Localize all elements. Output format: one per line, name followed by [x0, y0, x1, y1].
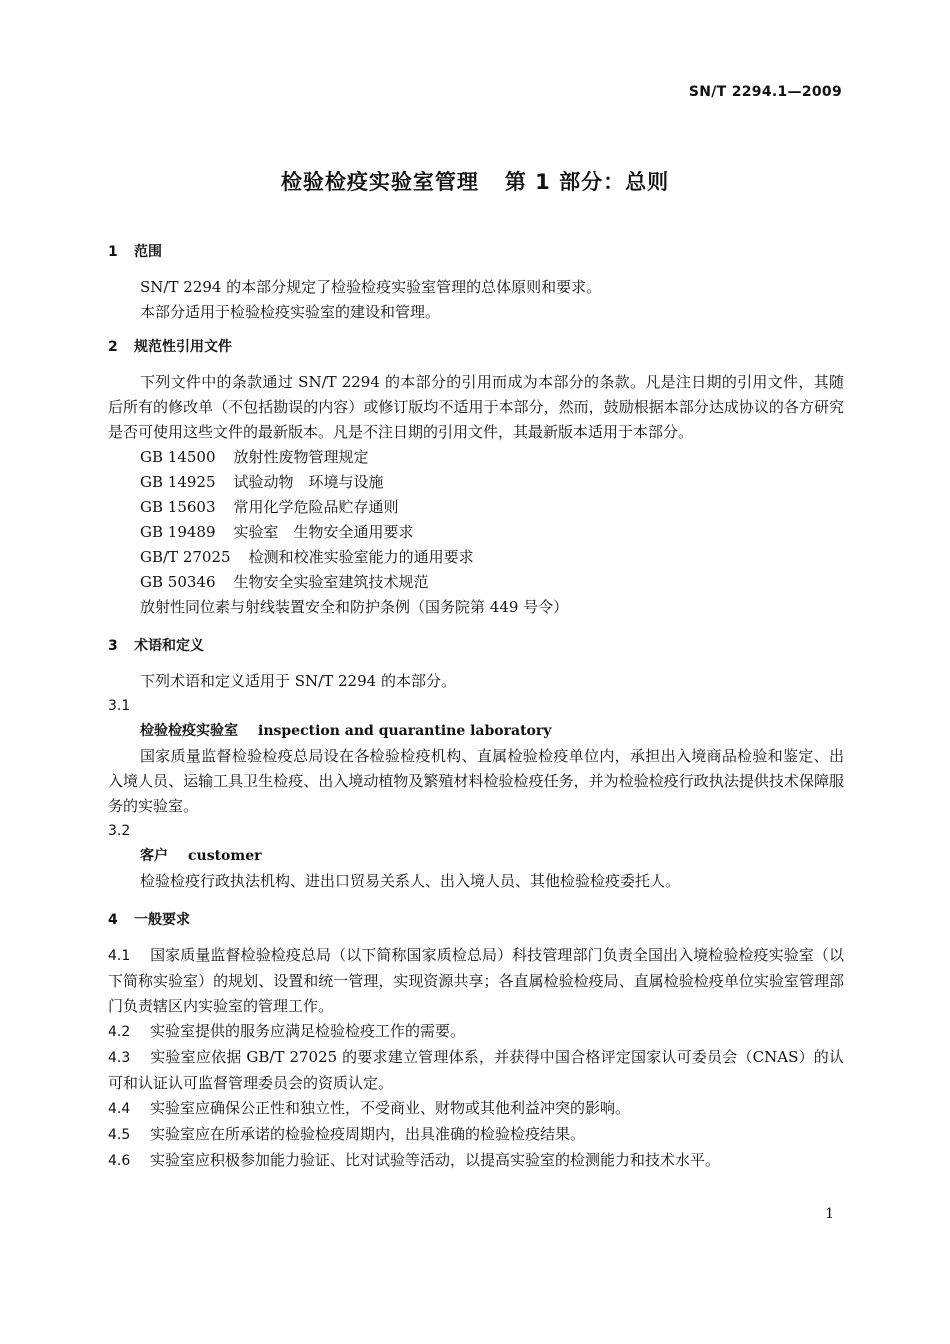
document-body [108, 240, 844, 1174]
section-number: 4 [108, 912, 118, 928]
reference-title: 检测和校准实验室能力的通用要求 [248, 548, 474, 566]
reference-item [108, 520, 844, 545]
title-main: 检验检疫实验室管理 [280, 170, 479, 194]
reference-item [108, 545, 844, 570]
section-heading-2 [108, 335, 844, 360]
requirement-text: 国家质量监督检验检疫总局（以下简称国家质检总局）科技管理部门负责全国出入境检验检疫实验室（以下简称实验室）的规划、设置和统一管理，实现资源共享；各直属检验检疫局、直属检验检疫单位实验室管理部门负责辖区内实验室的管理工作。 [108, 946, 844, 1015]
requirement-item [108, 1096, 844, 1122]
clause-number: 3.1 [108, 698, 131, 714]
term-entry [108, 844, 844, 869]
clause-number: 3.2 [108, 823, 131, 839]
reference-code: GB 15603 [140, 498, 216, 516]
reference-item-extra: 放射性同位素与射线装置安全和防护条例（国务院第 449 号令） [140, 598, 569, 616]
requirement-text: 实验室应积极参加能力验证、比对试验等活动，以提高实验室的检测能力和技术水平。 [150, 1151, 721, 1169]
requirement-text: 实验室应依据 GB/T 27025 的要求建立管理体系，并获得中国合格评定国家认可委员会（CNAS）的认可和认证认可监督管理委员会的资质认定。 [108, 1048, 844, 1092]
reference-item [108, 470, 844, 495]
requirement-number: 4.1 [108, 948, 131, 964]
term-chinese: 检验检疫实验室 [140, 723, 238, 739]
page-number: 1 [825, 1206, 834, 1222]
reference-title: 实验室 生物安全通用要求 [233, 523, 414, 541]
document-title [0, 166, 950, 196]
reference-code: GB 19489 [140, 523, 216, 541]
section-title: 术语和定义 [134, 638, 204, 654]
section-title: 规范性引用文件 [134, 339, 232, 355]
reference-item [108, 445, 844, 470]
reference-item [108, 495, 844, 520]
reference-title: 放射性废物管理规定 [233, 448, 369, 466]
reference-title: 常用化学危险品贮存通则 [233, 498, 399, 516]
section-heading-3 [108, 634, 844, 659]
section-heading-4 [108, 908, 844, 933]
term-definition: 检验检疫行政执法机构、进出口贸易关系人、出入境人员、其他检验检疫委托人。 [140, 872, 681, 890]
reference-item [108, 570, 844, 595]
reference-code: GB/T 27025 [140, 548, 231, 566]
term-chinese: 客户 [140, 848, 168, 864]
paragraph: 本部分适用于检验检疫实验室的建设和管理。 [140, 303, 441, 321]
requirement-item [108, 1122, 844, 1148]
section-number: 2 [108, 339, 118, 355]
term-entry [108, 719, 844, 744]
requirement-item [108, 1148, 844, 1174]
section-heading-1 [108, 240, 844, 265]
requirement-text: 实验室应确保公正性和独立性，不受商业、财物或其他利益冲突的影响。 [150, 1099, 631, 1117]
paragraph: SN/T 2294 的本部分规定了检验检疫实验室管理的总体原则和要求。 [140, 278, 602, 296]
requirement-text: 实验室应在所承诺的检验检疫周期内，出具准确的检验检疫结果。 [150, 1125, 586, 1143]
reference-code: GB 14925 [140, 473, 216, 491]
requirement-number: 4.2 [108, 1024, 131, 1040]
reference-title: 生物安全实验室建筑技术规范 [233, 573, 429, 591]
requirement-item [108, 1045, 844, 1096]
reference-title: 试验动物 环境与设施 [233, 473, 384, 491]
requirement-number: 4.4 [108, 1101, 131, 1117]
requirement-number: 4.6 [108, 1153, 131, 1169]
section-title: 范围 [134, 244, 162, 260]
reference-code: GB 14500 [140, 448, 216, 466]
reference-code: GB 50346 [140, 573, 216, 591]
section-number: 1 [108, 244, 118, 260]
section-title: 一般要求 [134, 912, 190, 928]
requirement-number: 4.5 [108, 1127, 131, 1143]
standard-code: SN/T 2294.1—2009 [688, 84, 842, 100]
title-part: 第 1 部分：总则 [504, 170, 670, 194]
paragraph: 下列术语和定义适用于 SN/T 2294 的本部分。 [140, 672, 456, 690]
requirement-item [108, 1019, 844, 1045]
paragraph: 下列文件中的条款通过 SN/T 2294 的本部分的引用而成为本部分的条款。凡是注日期的引用文件，其随后所有的修改单（不包括勘误的内容）或修订版均不适用于本部分，然而，鼓励根据本部分达成协议的各方研究是否可使用这些文件的最新版本。凡是不注日期的引用文件，其最新版本适用于本部分。 [108, 373, 844, 441]
term-english: customer [188, 848, 262, 864]
section-number: 3 [108, 638, 118, 654]
term-english: inspection and quarantine laboratory [258, 723, 552, 739]
requirement-item [108, 943, 844, 1019]
term-definition: 国家质量监督检验检疫总局设在各检验检疫机构、直属检验检疫单位内，承担出入境商品检验和鉴定、出入境人员、运输工具卫生检疫、出入境动植物及繁殖材料检验检疫任务，并为检验检疫行政执法提供技术保障服务的实验室。 [108, 747, 844, 815]
requirement-number: 4.3 [108, 1050, 131, 1066]
requirement-text: 实验室提供的服务应满足检验检疫工作的需要。 [150, 1022, 466, 1040]
